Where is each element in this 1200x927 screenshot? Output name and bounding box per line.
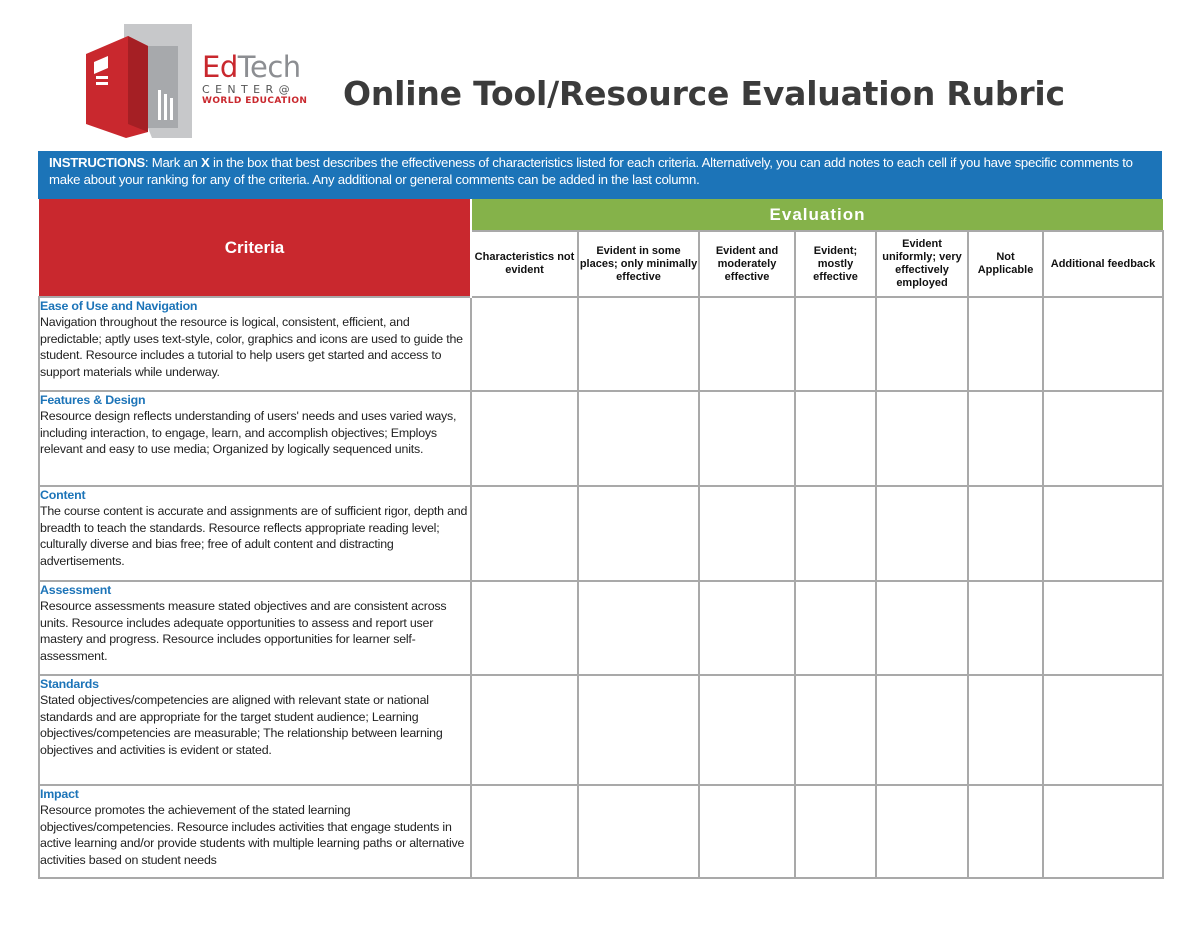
evaluation-cell[interactable] bbox=[795, 675, 876, 785]
evaluation-cell[interactable] bbox=[699, 486, 795, 581]
instructions-lead: INSTRUCTIONS bbox=[49, 155, 145, 170]
column-header: Evident; mostly effective bbox=[795, 231, 876, 297]
evaluation-cell[interactable] bbox=[968, 486, 1043, 581]
page-title: Online Tool/Resource Evaluation Rubric bbox=[343, 74, 1065, 113]
feedback-cell[interactable] bbox=[1043, 486, 1163, 581]
evaluation-cell[interactable] bbox=[578, 297, 699, 391]
evaluation-cell[interactable] bbox=[699, 785, 795, 878]
criteria-title: Content bbox=[40, 488, 86, 502]
logo-wordmark bbox=[202, 52, 327, 82]
logo-world-education: WORLD EDUCATION bbox=[202, 96, 308, 106]
criteria-description: Resource design reflects understanding of users' needs and uses varied ways, including interaction, to engage, learn, and accomplish objectives; Employs relevant and easy to use media; Organized by logically sequenced units. bbox=[40, 409, 457, 457]
criteria-cell bbox=[39, 391, 471, 486]
criteria-description: Resource assessments measure stated objectives and are consistent across units. Resource includes adequate opportunities to assess and report user mastery and progress. Resource includes opportunities for learner self-assessment. bbox=[40, 599, 447, 663]
criteria-title: Assessment bbox=[40, 583, 112, 597]
criteria-cell bbox=[39, 785, 471, 878]
evaluation-cell[interactable] bbox=[699, 581, 795, 675]
evaluation-cell[interactable] bbox=[471, 486, 578, 581]
evaluation-cell[interactable] bbox=[795, 486, 876, 581]
column-header: Additional feedback bbox=[1043, 231, 1163, 297]
criteria-cell bbox=[39, 486, 471, 581]
criteria-cell bbox=[39, 581, 471, 675]
evaluation-cell[interactable] bbox=[471, 391, 578, 486]
evaluation-cell[interactable] bbox=[471, 297, 578, 391]
criteria-description: The course content is accurate and assignments are of sufficient rigor, depth and breadth to teach the standards. Resource reflects appropriate reading level; culturally diverse and bias free; free of adult content and distracting advertisements. bbox=[40, 504, 468, 568]
feedback-cell[interactable] bbox=[1043, 785, 1163, 878]
page-header bbox=[0, 0, 1200, 150]
logo-tech: Tech bbox=[237, 50, 301, 84]
evaluation-cell[interactable] bbox=[968, 581, 1043, 675]
column-header: Evident uniformly; very effectively employed bbox=[876, 231, 968, 297]
criteria-cell bbox=[39, 675, 471, 785]
evaluation-cell[interactable] bbox=[578, 486, 699, 581]
evaluation-cell[interactable] bbox=[795, 785, 876, 878]
criteria-description: Stated objectives/competencies are aligned with relevant state or national standards and are appropriate for the target student audience; Learning objectives/competencies are measurable; The relationship between learning objectives and activities is evident or stated. bbox=[40, 693, 443, 757]
evaluation-cell[interactable] bbox=[876, 391, 968, 486]
table-row bbox=[39, 785, 1163, 878]
instructions-text-1: : Mark an bbox=[144, 155, 202, 170]
evaluation-cell[interactable] bbox=[876, 297, 968, 391]
feedback-cell[interactable] bbox=[1043, 675, 1163, 785]
criteria-cell bbox=[39, 297, 471, 391]
evaluation-cell[interactable] bbox=[968, 297, 1043, 391]
evaluation-cell[interactable] bbox=[795, 391, 876, 486]
table-row bbox=[39, 486, 1163, 581]
column-header: Evident and moderately effective bbox=[699, 231, 795, 297]
evaluation-cell[interactable] bbox=[578, 581, 699, 675]
header-row-1 bbox=[39, 199, 1163, 231]
evaluation-cell[interactable] bbox=[968, 675, 1043, 785]
evaluation-cell[interactable] bbox=[795, 581, 876, 675]
instructions-mark: X bbox=[201, 155, 210, 170]
evaluation-cell[interactable] bbox=[876, 581, 968, 675]
column-header: Not Applicable bbox=[968, 231, 1043, 297]
table-row bbox=[39, 581, 1163, 675]
column-header: Evident in some places; only minimally effective bbox=[578, 231, 699, 297]
feedback-cell[interactable] bbox=[1043, 297, 1163, 391]
evaluation-cell[interactable] bbox=[699, 675, 795, 785]
criteria-description: Resource promotes the achievement of the stated learning objectives/competencies. Resource includes activities that engage students in active learning and/or provide students with multiple learning paths or alternative activities based on student needs bbox=[40, 803, 465, 867]
feedback-cell[interactable] bbox=[1043, 581, 1163, 675]
evaluation-cell[interactable] bbox=[699, 297, 795, 391]
criteria-title: Impact bbox=[40, 787, 79, 801]
evaluation-cell[interactable] bbox=[968, 785, 1043, 878]
feedback-cell[interactable] bbox=[1043, 391, 1163, 486]
logo-ed: Ed bbox=[202, 50, 238, 84]
criteria-title: Features & Design bbox=[40, 393, 146, 407]
evaluation-cell[interactable] bbox=[876, 486, 968, 581]
criteria-header: Criteria bbox=[39, 199, 471, 297]
evaluation-cell[interactable] bbox=[699, 391, 795, 486]
evaluation-cell[interactable] bbox=[795, 297, 876, 391]
logo-text bbox=[202, 52, 327, 106]
instructions-banner bbox=[38, 151, 1162, 199]
rubric-table bbox=[38, 199, 1164, 879]
evaluation-cell[interactable] bbox=[968, 391, 1043, 486]
criteria-description: Navigation throughout the resource is logical, consistent, efficient, and predictable; aptly uses text-style, color, graphics and icons are used to guide the student. Resource includes a tutorial to help users get started and access to support materials while underway. bbox=[40, 315, 463, 379]
evaluation-cell[interactable] bbox=[578, 675, 699, 785]
table-row bbox=[39, 675, 1163, 785]
logo-center: CENTER@ bbox=[202, 83, 295, 96]
table-row bbox=[39, 297, 1163, 391]
evaluation-cell[interactable] bbox=[876, 785, 968, 878]
instructions-text-2: in the box that best describes the effectiveness of characteristics listed for each criteria. Alternatively, you can add notes to each cell if you have specific comments to make about your ranking for any of the criteria. Any additional or general comments can be added in the last column. bbox=[49, 155, 1133, 187]
edtech-logo-icon bbox=[86, 24, 192, 138]
criteria-title: Ease of Use and Navigation bbox=[40, 299, 198, 313]
evaluation-header: Evaluation bbox=[471, 199, 1163, 231]
evaluation-cell[interactable] bbox=[578, 785, 699, 878]
evaluation-cell[interactable] bbox=[578, 391, 699, 486]
evaluation-cell[interactable] bbox=[876, 675, 968, 785]
evaluation-cell[interactable] bbox=[471, 675, 578, 785]
criteria-title: Standards bbox=[40, 677, 99, 691]
evaluation-cell[interactable] bbox=[471, 785, 578, 878]
table-row bbox=[39, 391, 1163, 486]
evaluation-cell[interactable] bbox=[471, 581, 578, 675]
column-header: Characteristics not evident bbox=[471, 231, 578, 297]
